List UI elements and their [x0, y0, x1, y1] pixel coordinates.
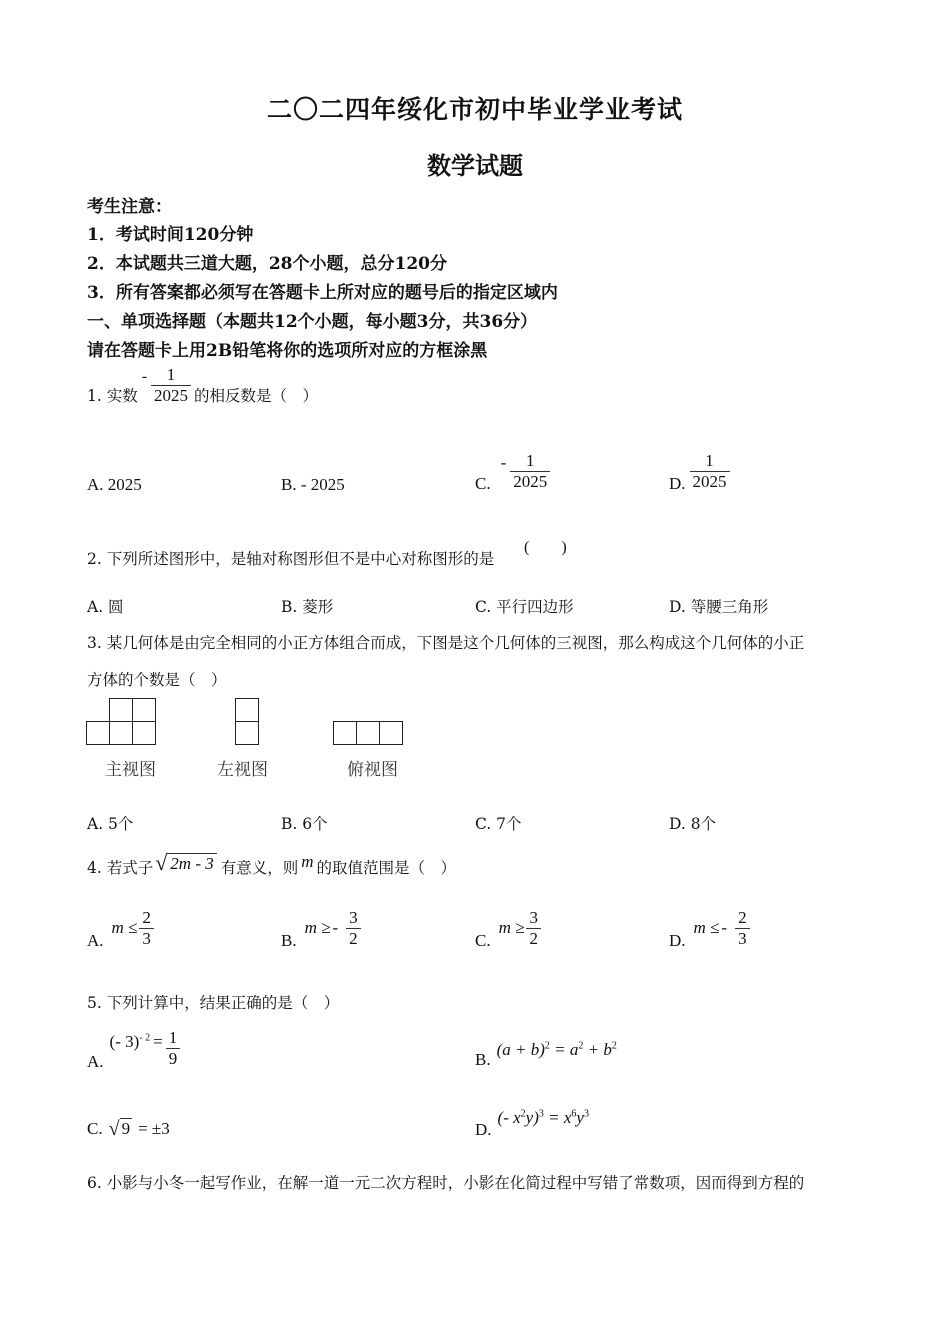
question-6: 6. 小影与小冬一起写作业，在解一道一元二次方程时，小影在化简过程中写错了常数项，因而得到方程的 [87, 1174, 805, 1192]
q5-option-c: C. √ 9 = ±3 [87, 1118, 170, 1140]
top-view-caption: 俯视图 [347, 760, 398, 780]
q3-option-c: C. 7个 [475, 815, 522, 833]
q5-option-b: $B.(a + b)^2 = a^2 + b^2$ [475, 1040, 617, 1069]
q4-option-a: A. m ≤ $\frac{2}{3}$ [87, 905, 154, 951]
question-4 [87, 848, 456, 878]
top-view-figure [333, 721, 408, 747]
q1-option-d: D. $\frac{1}{2025}$ [669, 448, 730, 494]
exam-subtitle: 数学试题 [427, 151, 523, 180]
q1-denominator: 2025 [151, 385, 191, 405]
q4-option-c: C. m ≥ $\frac{3}{2}$ [475, 905, 541, 951]
q5-option-a: A. (- 3)$^{- 2}$ = $\frac{1}{9}$ [87, 1024, 180, 1072]
notice-item-3: 3．所有答案都必须写在答题卡上所对应的题号后的指定区域内 [87, 283, 558, 303]
q2-paren: ( ) [524, 539, 567, 556]
q3-option-b: B. 6个 [281, 815, 328, 833]
left-view-figure [235, 698, 261, 748]
question-3-line2: 方体的个数是（ ） [87, 671, 227, 689]
left-view-caption: 左视图 [217, 760, 268, 780]
q4-var: m [301, 852, 314, 871]
q4-suffix: 的取值范围是（ ） [316, 859, 457, 877]
question-5: 5. 下列计算中，结果正确的是（ ） [87, 994, 340, 1012]
q1-suffix: 的相反数是（ ） [194, 387, 319, 405]
question-3-line1: 3. 某几何体是由完全相同的小正方体组合而成，下图是这个几何体的三视图，那么构成这个几何体的小正 [87, 634, 805, 652]
notice-item-2: 2．本试题共三道大题，28个小题，总分120分 [87, 254, 447, 274]
front-view-caption: 主视图 [105, 760, 156, 780]
q1-option-a: A. 2025 [87, 475, 142, 494]
q2-option-c: C. 平行四边形 [475, 598, 574, 616]
exam-title: 二〇二四年绥化市初中毕业学业考试 [266, 95, 683, 124]
q2-option-d: D. 等腰三角形 [669, 598, 769, 616]
q1-option-c: C. - $\frac{1}{2025}$ [475, 448, 550, 494]
q2-option-a: A. 圆 [87, 598, 124, 616]
notice-item-1: 1．考试时间120分钟 [87, 225, 254, 245]
q3-option-d: D. 8个 [669, 815, 717, 833]
q5-option-d: D.(- $x^2y)^3 = x^6y^3$ [475, 1108, 589, 1139]
section-heading: 一、单项选择题（本题共12个小题，每小题3分，共36分） [87, 312, 538, 332]
q2-option-b: B. 菱形 [281, 598, 334, 616]
q3-option-a: A. 5个 [87, 815, 134, 833]
q1-prefix: 1. 实数 [87, 387, 138, 405]
q4-option-b: B. m ≥ - $\frac{3}{2}$ [281, 905, 361, 951]
q4-option-d: D. m ≤ - $\frac{2}{3}$ [669, 905, 750, 951]
q1-neg-sign: - [141, 368, 148, 385]
question-2: 2. 下列所述图形中，是轴对称图形但不是中心对称图形的是 [87, 550, 495, 568]
notice-heading: 考生注意： [87, 197, 172, 217]
q4-radicand: 2m - 3 [167, 853, 216, 874]
q4-prefix: 4. 若式子 [87, 859, 154, 877]
q1-numerator: 1 [166, 364, 176, 384]
q1-fraction [151, 366, 191, 405]
q1-option-b: B. - 2025 [281, 475, 345, 494]
q4-sqrt: √ 2m - 3 [155, 852, 217, 874]
front-view-figure [86, 698, 161, 748]
q4-mid: 有意义，则 [220, 859, 299, 877]
question-1 [87, 364, 318, 406]
section-instruction: 请在答题卡上用2B铅笔将你的选项所对应的方框涂黑 [87, 341, 488, 361]
